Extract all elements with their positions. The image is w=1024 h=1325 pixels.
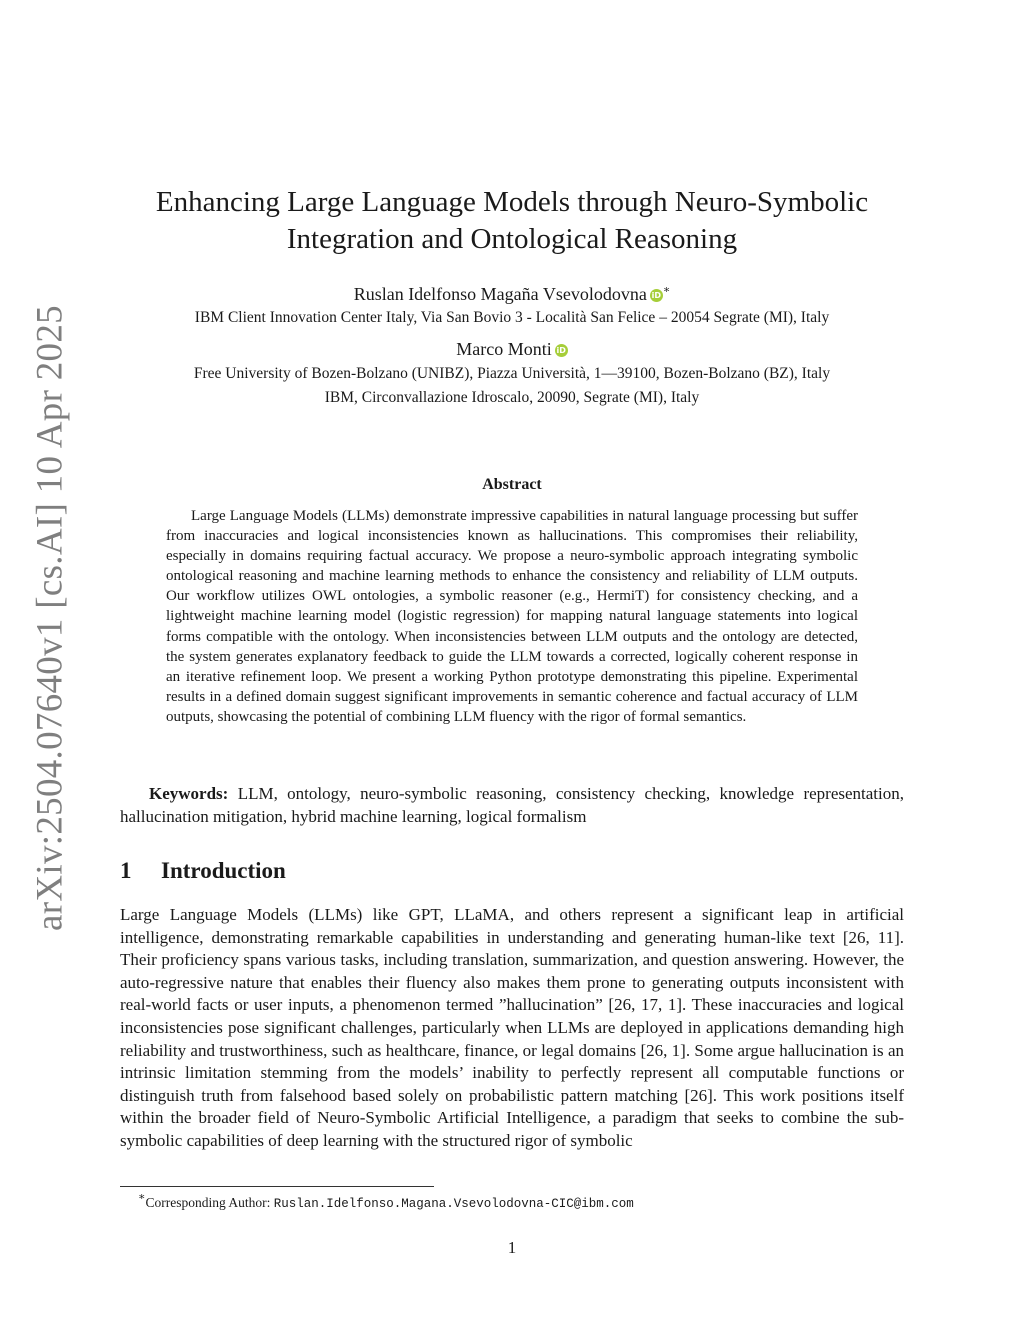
author-2-affiliation-2: IBM, Circonvallazione Idroscalo, 20090, Segrate (MI), Italy [324,389,700,406]
footnote-divider [120,1186,434,1187]
arxiv-stamp: arXiv:2504.07640v1 [cs.AI] 10 Apr 2025 [29,305,71,931]
orcid-icon[interactable]: iD [556,346,566,355]
footnote-label: Corresponding Author: [145,1195,274,1210]
orcid-icon[interactable]: iD [651,291,661,300]
title-line-1: Enhancing Large Language Models through Neuro-Symbolic [155,186,869,218]
keywords [120,783,904,828]
author-1 [0,283,1024,305]
author-2-name: Marco Monti [456,339,552,359]
section-number: 1 [120,858,132,883]
footnote [138,1190,634,1211]
author-2 [0,339,1024,360]
title-line-2: Integration and Ontological Reasoning [286,223,738,255]
abstract-heading: Abstract [482,476,542,493]
introduction-text: Large Language Models (LLMs) like GPT, LLaMA, and others represent a significant leap in artificial intelligence, demonstrating remarkable capabilities in understanding and generating human-like text [26, 11]. Their proficiency spans various tasks, including translation, summarization, and question answering. However, the auto-regressive nature that enables their fluency also makes them prone to generating outputs inconsistent with real-world facts or user inputs, a phenomenon termed ”hallucination” [26, 17, 1]. These inaccuracies and logical inconsistencies pose significant challenges, particularly when LLMs are deployed in applications demanding high reliability and trustworthiness, such as healthcare, finance, or legal domains [26, 1]. Some argue hallucination is an intrinsic limitation stemming from the models’ inability to perfectly represent all computable functions or distinguish truth from falsehood based solely on probabilistic pattern matching [26]. This work positions itself within the broader field of Neuro-Symbolic Artificial Intelligence, a paradigm that seeks to combine the sub-symbolic capabilities of deep learning with the structured rigor of symbolic [120,905,904,1150]
section-title: Introduction [161,858,286,883]
footnote-marker: ∗ [138,1191,146,1203]
abstract-text: Large Language Models (LLMs) demonstrate impressive capabilities in natural language processing but suffer from inaccuracies and logical inconsistencies known as hallucinations. This compromises their reliability, especially in domains requiring factual accuracy. We propose a neuro-symbolic approach integrating symbolic ontological reasoning and machine learning methods to enhance the consistency and reliability of LLM outputs. Our workflow utilizes OWL ontologies, a symbolic reasoner (e.g., HermiT) for consistency checking, and a lightweight machine learning model (logistic regression) for mapping natural language statements into logical forms compatible with the ontology. When inconsistencies between LLM outputs and the ontology are detected, the system generates explanatory feedback to guide the LLM towards a corrected, logically coherent response in an iterative refinement loop. We present a working Python prototype demonstrating this pipeline. Experimental results in a defined domain suggest significant improvements in semantic coherence and factual accuracy of LLM outputs, showcasing the potential of combining LLM fluency with the rigor of formal semantics. [166,508,858,725]
keywords-label: Keywords: [149,784,229,803]
section-heading [120,858,286,884]
author-1-affiliation: IBM Client Innovation Center Italy, Via San Bovio 3 - Località San Felice – 20054 Segrate (MI), Italy [194,309,830,326]
page-number: 1 [507,1238,517,1257]
paper-title [0,184,1024,258]
author-1-name: Ruslan Idelfonso Magaña Vsevolodovna [353,284,647,304]
corresponding-email-link[interactable]: Ruslan.Idelfonso.Magana.Vsevolodovna-CIC@ibm.com [273,1197,634,1211]
author-2-affiliation-1: Free University of Bozen-Bolzano (UNIBZ), Piazza Università, 1—39100, Bozen-Bolzano (BZ), Italy [193,365,831,382]
keywords-text: LLM, ontology, neuro-symbolic reasoning, consistency checking, knowledge representation, hallucination mitigation, hybrid machine learning, logical formalism [120,784,904,826]
corresponding-marker: ∗ [662,284,671,296]
